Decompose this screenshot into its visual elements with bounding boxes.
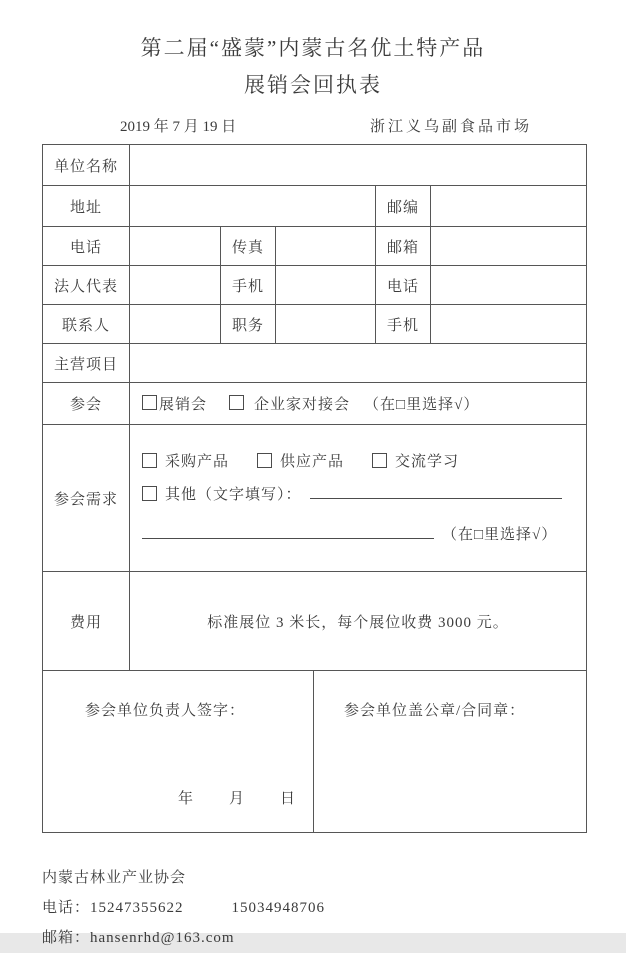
needs-option-other-label: 其他（文字填写）： (165, 487, 302, 503)
row-contact (43, 305, 587, 344)
needs-note: （在□里选择√） (442, 527, 558, 543)
row-unit-name (43, 145, 587, 186)
postcode-label: 邮编 (376, 186, 431, 227)
email-label: 邮箱 (376, 227, 431, 266)
contact-mobile-value-cell (431, 305, 587, 344)
fax-label: 传真 (221, 227, 276, 266)
contact-label: 联系人 (43, 305, 130, 344)
legal-mobile-value-cell (276, 266, 376, 305)
title-line1: 第二届“盛蒙”内蒙古名优土特产品 (140, 36, 486, 60)
needs-label: 参会需求 (43, 425, 130, 572)
contact-mobile-label: 手机 (376, 305, 431, 344)
checkbox-matchmaking-icon (229, 395, 244, 410)
fill-in-line (310, 482, 562, 499)
footer-org: 内蒙古林业产业协会 (42, 870, 187, 886)
footer-phone2: 15034948706 (231, 900, 326, 916)
signature-date-placeholder: 年 月 日 (177, 791, 297, 807)
checkbox-other-icon (142, 486, 157, 501)
needs-option-exchange: 交流学习 (395, 454, 460, 470)
position-value-cell (276, 305, 376, 344)
title-line2: 展销会回执表 (244, 73, 382, 97)
position-label: 职务 (221, 305, 276, 344)
attend-option-expo: 展销会 (159, 397, 208, 413)
phone-label: 电话 (43, 227, 130, 266)
footer-phone-line (42, 893, 626, 923)
signature-title: 参会单位负责人签字： (85, 703, 246, 719)
signature-cell (43, 671, 314, 833)
footer-phone1: 15247355622 (90, 900, 184, 916)
unit-name-label: 单位名称 (43, 145, 130, 186)
attend-label: 参会 (43, 383, 130, 425)
footer-phone-label: 电话： (42, 900, 91, 916)
form-table (42, 144, 587, 671)
fax-value-cell (276, 227, 376, 266)
document-title (0, 0, 626, 104)
legal-rep-value-cell (130, 266, 221, 305)
row-phone (43, 227, 587, 266)
checkbox-supply-icon (257, 453, 272, 468)
legal-mobile-label: 手机 (221, 266, 276, 305)
row-needs (43, 425, 587, 572)
fill-in-line (142, 522, 434, 539)
footer-email: hansenrhd@163.com (90, 930, 235, 946)
subheader (120, 115, 532, 136)
main-business-label: 主营项目 (43, 344, 130, 383)
needs-options-cell (130, 425, 587, 572)
signature-table (42, 670, 587, 833)
needs-line-2 (142, 482, 572, 504)
address-label: 地址 (43, 186, 130, 227)
needs-line-3 (142, 522, 572, 544)
footer-email-line (42, 923, 626, 953)
event-date: 2019 年 7 月 19 日 (120, 119, 237, 135)
address-value-cell (130, 186, 376, 227)
phone-value-cell (130, 227, 221, 266)
needs-option-supply: 供应产品 (280, 454, 345, 470)
row-address (43, 186, 587, 227)
contact-value-cell (130, 305, 221, 344)
row-signature (43, 671, 587, 833)
fee-text-cell: 标准展位 3 米长，每个展位收费 3000 元。 (130, 572, 587, 671)
seal-cell: 参会单位盖公章/合同章： (314, 671, 587, 833)
footer (42, 863, 626, 953)
needs-line-1 (142, 450, 572, 471)
checkbox-expo-icon (142, 395, 157, 410)
row-attend (43, 383, 587, 425)
legal-phone-value-cell (431, 266, 587, 305)
attend-options-cell (130, 383, 587, 425)
checkbox-purchase-icon (142, 453, 157, 468)
attend-note: （在□里选择√） (364, 397, 480, 413)
main-business-value-cell (130, 344, 587, 383)
postcode-value-cell (431, 186, 587, 227)
fee-label: 费用 (43, 572, 130, 671)
email-value-cell (431, 227, 587, 266)
footer-email-label: 邮箱： (42, 930, 91, 946)
needs-option-purchase: 采购产品 (165, 454, 230, 470)
attend-option-matchmaking: 企业家对接会 (254, 397, 351, 413)
checkbox-exchange-icon (372, 453, 387, 468)
legal-rep-label: 法人代表 (43, 266, 130, 305)
row-main-business (43, 344, 587, 383)
row-legal-rep (43, 266, 587, 305)
event-venue: 浙江义乌副食品市场 (369, 119, 532, 135)
unit-name-value-cell (130, 145, 587, 186)
legal-phone-label: 电话 (376, 266, 431, 305)
row-fee (43, 572, 587, 671)
